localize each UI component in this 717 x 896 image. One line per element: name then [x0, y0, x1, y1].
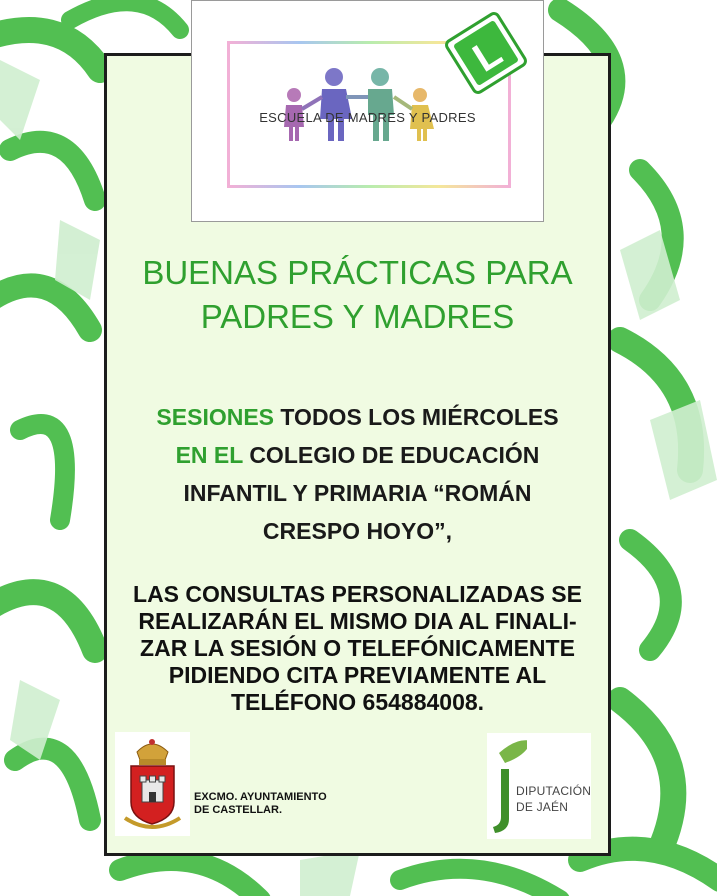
diputacion-label [516, 783, 591, 815]
sessions-line-1 [105, 398, 610, 436]
diputacion-line-2: DE JAÉN [516, 800, 569, 814]
ayuntamiento-line-2: DE CASTELLAR. [194, 804, 282, 816]
castellar-crest [115, 732, 190, 836]
sessions-line-4: CRESPO HOYO”, [262, 518, 453, 544]
ayuntamiento-line-1: EXCMO. AYUNTAMIENTO [194, 791, 327, 803]
sessions-location-text: COLEGIO DE EDUCACIÓN [249, 442, 540, 468]
consultas-line-4: PIDIENDO CITA PREVIAMENTE AL [168, 662, 547, 688]
consultas-line-2: REALIZARÁN EL MISMO DIA AL FINALI- [138, 608, 577, 634]
coat-of-arms-icon [115, 732, 190, 836]
sessions-line-2 [105, 436, 610, 474]
sessions-line-3: INFANTIL Y PRIMARIA “ROMÁN [183, 480, 532, 506]
sessions-text: TODOS LOS MIÉRCOLES [274, 404, 559, 430]
diputacion-line-1: DIPUTACIÓN [516, 784, 592, 798]
ayuntamiento-label [194, 791, 327, 817]
sessions-highlight: SESIONES [156, 404, 275, 430]
consultas-line-3: ZAR LA SESIÓN O TELEFÓNICAMENTE [140, 635, 575, 661]
family-figures-icon [272, 63, 462, 143]
plate-letter: L [465, 30, 510, 81]
learner-plate-icon [444, 11, 528, 95]
title-line-2: PADRES Y MADRES [200, 298, 515, 335]
consultas-line-1: LAS CONSULTAS PERSONALIZADAS SE [133, 581, 582, 607]
title-line-1: BUENAS PRÁCTICAS PARA [142, 254, 573, 291]
sessions-location-highlight: EN EL [175, 442, 250, 468]
logo-caption: ESCUELA DE MADRES Y PADRES [259, 110, 476, 125]
consultas-line-5: TELÉFONO 654884008. [230, 689, 485, 715]
